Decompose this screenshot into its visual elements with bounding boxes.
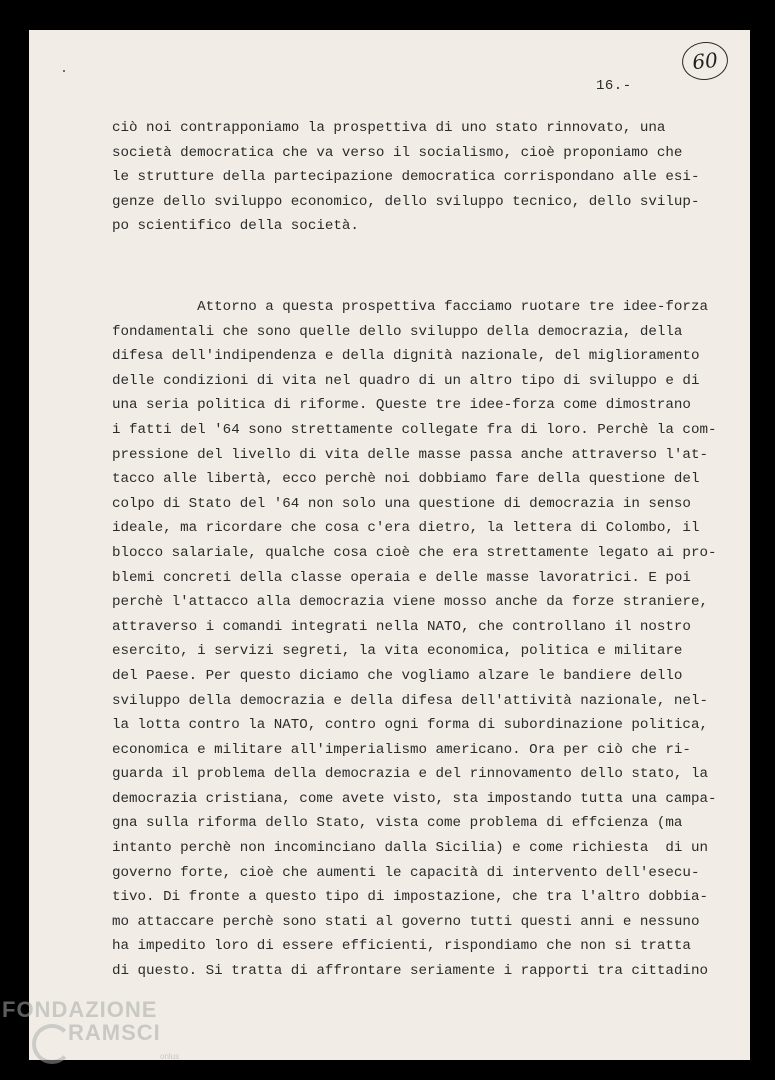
- text-line: blemi concreti della classe operaia e delle masse lavoratrici. E poi: [112, 569, 691, 586]
- watermark-line2: RAMSCI: [68, 1020, 161, 1045]
- text-line: democrazia cristiana, come avete visto, sta impostando tutta una campa-: [112, 790, 717, 807]
- text-line: una seria politica di riforme. Queste tre idee-forza come dimostrano: [112, 397, 691, 414]
- paragraph-1: [112, 116, 732, 239]
- handwritten-page-number: 60: [680, 40, 730, 83]
- text-line: mo attaccare perchè sono stati al governo tutti questi anni e nessuno: [112, 913, 700, 930]
- text-line: governo forte, cioè che aumenti le capacità di intervento dell'esecu-: [112, 864, 700, 881]
- paragraph-2: [112, 295, 732, 984]
- text-line: delle condizioni di vita nel quadro di un altro tipo di sviluppo e di: [112, 372, 700, 389]
- text-line: i fatti del '64 sono strettamente collegate fra di loro. Perchè la com-: [112, 421, 717, 438]
- text-line: le strutture della partecipazione democratica corrispondano alle esi-: [112, 169, 700, 186]
- text-line: attraverso i comandi integrati nella NATO, che controllano il nostro: [112, 618, 691, 635]
- text-line: difesa dell'indipendenza e della dignità nazionale, del miglioramento: [112, 348, 700, 365]
- text-line: guarda il problema della democrazia e del rinnovamento dello stato, la: [112, 766, 708, 783]
- watermark-small: onlus: [160, 1052, 180, 1061]
- text-line: ciò noi contrapponiamo la prospettiva di uno stato rinnovato, una: [112, 120, 666, 136]
- text-line: del Paese. Per questo diciamo che vogliamo alzare le bandiere dello: [112, 667, 683, 684]
- text-line: economica e militare all'imperialismo americano. Ora per ciò che ri-: [112, 741, 691, 758]
- text-line: perchè l'attacco alla democrazia viene mosso anche da forze straniere,: [112, 594, 708, 611]
- text-line: Attorno a questa prospettiva facciamo ruotare tre idee-forza: [112, 299, 708, 315]
- ink-dot: [63, 70, 65, 72]
- text-line: pressione del livello di vita delle masse passa anche attraverso l'at-: [112, 446, 708, 463]
- text-line: gna sulla riforma dello Stato, vista come problema di effcienza (ma: [112, 815, 683, 832]
- text-line: sviluppo della democrazia e della difesa dell'attività nazionale, nel-: [112, 692, 708, 709]
- text-line: società democratica che va verso il socialismo, cioè proponiamo che: [112, 144, 683, 161]
- text-line: esercito, i servizi segreti, la vita economica, politica e militare: [112, 643, 683, 660]
- document-page: [29, 30, 750, 1060]
- text-line: la lotta contro la NATO, contro ogni forma di subordinazione politica,: [112, 717, 708, 734]
- text-line: tacco alle libertà, ecco perchè noi dobbiamo fare della questione del: [112, 471, 700, 488]
- text-line: tivo. Di fronte a questo tipo di impostazione, che tra l'altro dobbia-: [112, 889, 708, 906]
- text-line: blocco salariale, qualche cosa cioè che era strettamente legato ai pro-: [112, 544, 717, 561]
- text-line: colpo di Stato del '64 non solo una questione di democrazia in senso: [112, 495, 691, 512]
- text-line: intanto perchè non incominciano dalla Sicilia) e come richiesta di un: [112, 840, 708, 857]
- text-line: genze dello sviluppo economico, dello sviluppo tecnico, dello svilup-: [112, 193, 700, 210]
- text-line: po scientifico della società.: [112, 218, 359, 235]
- text-line: di questo. Si tratta di affrontare seriamente i rapporti tra cittadino: [112, 963, 708, 980]
- watermark-g-logo-icon: [32, 1024, 72, 1064]
- page-number: 16.-: [596, 78, 632, 94]
- fondazione-gramsci-watermark: [2, 992, 192, 1072]
- text-line: fondamentali che sono quelle dello sviluppo della democrazia, della: [112, 323, 683, 340]
- text-line: ha impedito loro di essere efficienti, rispondiamo che non si tratta: [112, 938, 691, 955]
- text-line: ideale, ma ricordare che cosa c'era dietro, la lettera di Colombo, il: [112, 520, 700, 537]
- watermark-line1: FONDAZIONE: [2, 997, 158, 1022]
